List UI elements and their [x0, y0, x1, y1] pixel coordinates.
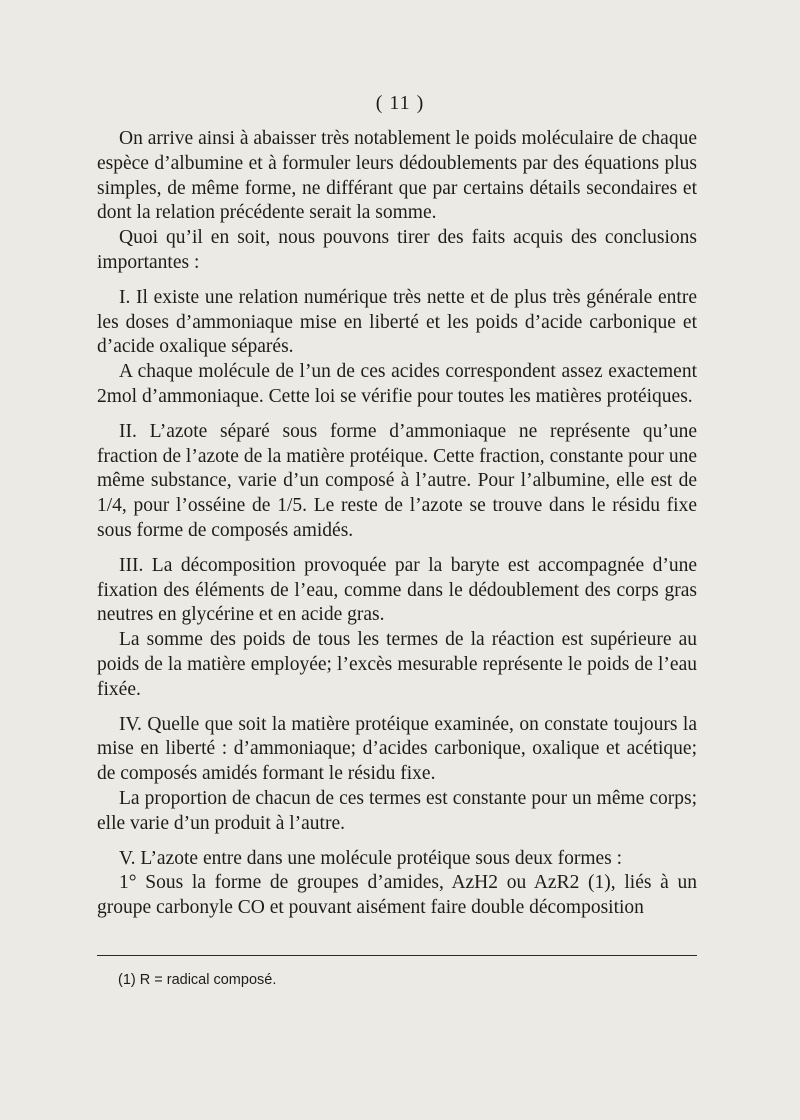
paragraph: La somme des poids de tous les termes de la réaction est supérieure au poids de la matière employée; l’excès mesurable représente le poids de l’eau fixée. [97, 629, 697, 700]
paragraph: I. Il existe une relation numérique très nette et de plus très générale entre les doses d’ammoniaque mise en liberté et les poids d’acide carbonique et d’acide oxalique séparés. [97, 286, 697, 358]
footnote-divider [97, 955, 697, 956]
body-text [97, 127, 697, 921]
paragraph: V. L’azote entre dans une molécule protéique sous deux formes : [119, 847, 623, 869]
page-number: ( 11 ) [375, 92, 425, 114]
paragraph: On arrive ainsi à abaisser très notablement le poids moléculaire de chaque espèce d’albumine et à formuler leurs dédoublements par des équations plus simples, de même forme, ne différant que par certains détails secondaires et dont la relation précédente serait la somme. [97, 128, 697, 224]
paragraph: Quoi qu’il en soit, nous pouvons tirer des faits acquis des conclusions importantes : [97, 227, 697, 273]
paragraph: II. L’azote séparé sous forme d’ammoniaque ne représente qu’une fraction de l’azote de la matière protéique. Cette fraction, constante pour une même substance, varie d’un composé à l’autre. Pour l’albumine, elle est de 1/4, pour l’osséine de 1/5. Le reste de l’azote se trouve dans le résidu fixe sous forme de composés amidés. [97, 420, 697, 541]
paragraph: A chaque molécule de l’un de ces acides correspondent assez exactement 2mol d’ammoniaque. Cette loi se vérifie pour toutes les matières protéiques. [97, 361, 697, 407]
paragraph: 1° Sous la forme de groupes d’amides, AzH2 ou AzR2 (1), liés à un groupe carbonyle CO et pouvant aisément faire double décomposition [97, 872, 697, 919]
footnote: (1) R = radical composé. [118, 972, 277, 988]
paragraph: La proportion de chacun de ces termes est constante pour un même corps; elle varie d’un produit à l’autre. [97, 787, 697, 834]
paragraph: III. La décomposition provoquée par la baryte est accompagnée d’une fixation des éléments de l’eau, comme dans le dédoublement des corps gras neutres en glycérine et en acide gras. [97, 554, 697, 626]
paragraph: IV. Quelle que soit la matière protéique examinée, on constate toujours la mise en liberté : d’ammoniaque; d’acides carbonique, oxalique et acétique; de composés amidés formant le résidu fixe. [97, 713, 697, 785]
